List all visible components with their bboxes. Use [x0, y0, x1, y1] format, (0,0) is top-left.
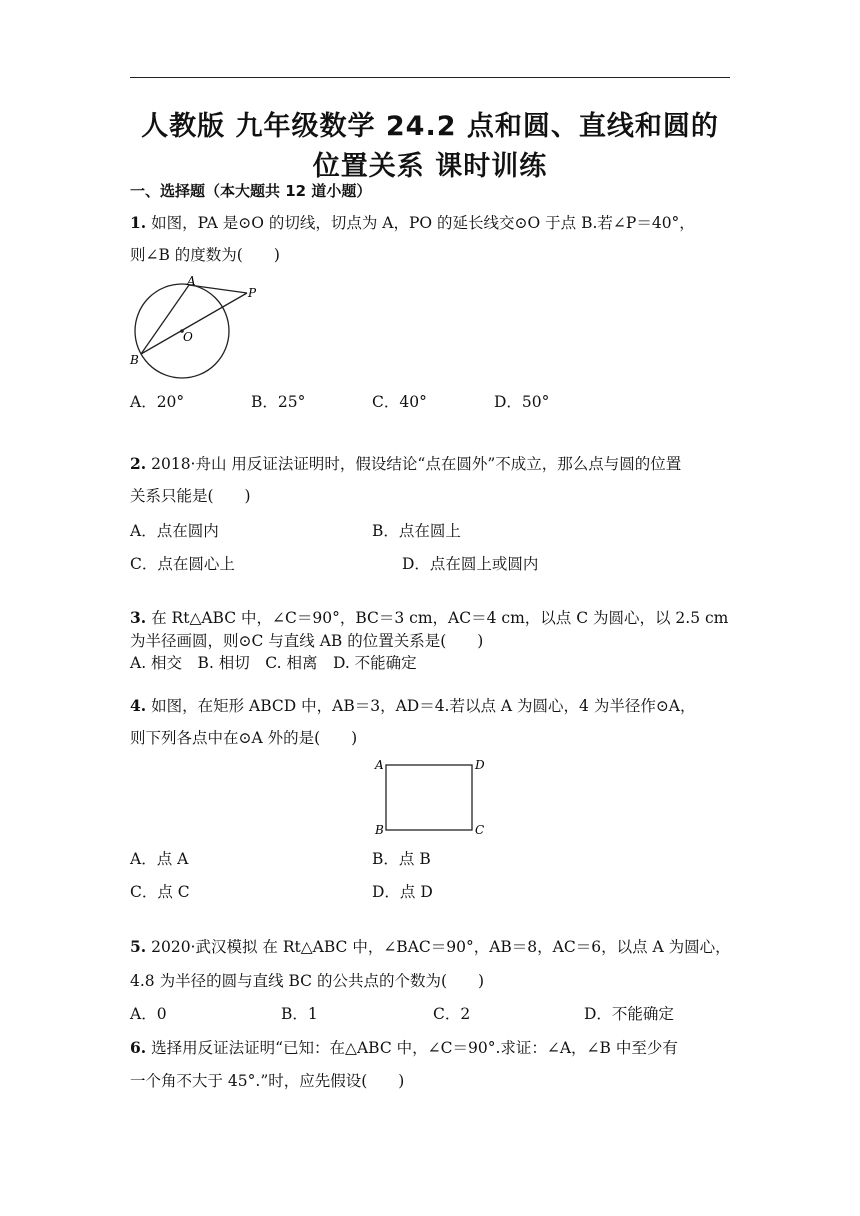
question-4-number: 4. — [130, 696, 147, 715]
q2-option-d: D．点在圆上或圆内 — [402, 555, 539, 573]
question-2-text: 2018·舟山 用反证法证明时，假设结论“点在圆外”不成立，那么点与圆的位置 — [146, 455, 682, 473]
question-2-number: 2. — [130, 454, 147, 473]
page-title-line2: 位置关系 课时训练 — [312, 151, 548, 182]
tangent-pa — [189, 285, 247, 293]
secant-po — [141, 293, 247, 354]
question-3-text: 在 Rt△ABC 中，∠C＝90°，BC＝3 cm，AC＝4 cm，以点 C 为圆心，以 2.5 cm — [146, 609, 729, 627]
label-o: O — [183, 330, 193, 344]
question-1-number: 1. — [130, 213, 147, 232]
question-6-line1 — [130, 1036, 678, 1058]
question-3-number: 3. — [130, 608, 147, 627]
question-1-text: 如图，PA 是⊙O 的切线，切点为 A，PO 的延长线交⊙O 于点 B.若∠P＝40°， — [146, 214, 695, 232]
q4-option-d: D．点 D — [372, 883, 433, 901]
question-1-line1 — [130, 211, 695, 233]
label-b: B — [130, 353, 139, 367]
question-5-line1 — [130, 935, 731, 957]
q5-option-c: C．2 — [433, 1005, 471, 1023]
label-d: D — [475, 758, 485, 772]
chord-ab — [141, 285, 189, 354]
question-1-figure — [125, 272, 270, 384]
q2-option-b: B．点在圆上 — [372, 522, 461, 540]
question-2-line2: 关系只能是( ) — [130, 487, 251, 505]
label-a: A — [187, 274, 196, 288]
label-a: A — [375, 758, 384, 772]
section-heading: 一、选择题（本大题共 12 道小题） — [130, 182, 372, 200]
question-3-line1 — [130, 606, 728, 628]
q1-option-a: A．20° — [130, 393, 185, 411]
rectangle-abcd — [386, 765, 472, 830]
question-4-line2: 则下列各点中在⊙A 外的是( ) — [130, 729, 358, 747]
label-b: B — [375, 823, 384, 837]
question-5-text: 2020·武汉模拟 在 Rt△ABC 中，∠BAC＝90°，AB＝8，AC＝6，以点 A 为圆心， — [146, 938, 731, 956]
question-5-number: 5. — [130, 937, 147, 956]
question-4-text: 如图，在矩形 ABCD 中，AB＝3，AD＝4.若以点 A 为圆心，4 为半径作⊙A， — [146, 697, 696, 715]
q4-option-a: A．点 A — [130, 850, 189, 868]
question-3-options: A. 相交 B. 相切 C. 相离 D. 不能确定 — [130, 654, 417, 672]
question-4-line1 — [130, 694, 696, 716]
question-6-text: 选择用反证法证明“已知：在△ABC 中，∠C＝90°.求证：∠A，∠B 中至少有 — [146, 1039, 678, 1057]
q2-option-a: A．点在圆内 — [130, 522, 219, 540]
label-p: P — [248, 286, 257, 300]
question-6-line2: 一个角不大于 45°.”时，应先假设( ) — [130, 1072, 405, 1090]
question-5-line2: 4.8 为半径的圆与直线 BC 的公共点的个数为( ) — [130, 972, 485, 990]
question-1-line2: 则∠B 的度数为( ) — [130, 246, 280, 264]
q5-option-a: A．0 — [130, 1005, 167, 1023]
page-title-line1: 人教版 九年级数学 24.2 点和圆、直线和圆的 — [141, 111, 719, 142]
question-2-line1 — [130, 452, 681, 474]
q5-option-d: D．不能确定 — [584, 1005, 674, 1023]
q4-option-b: B．点 B — [372, 850, 431, 868]
header-rule — [130, 77, 730, 78]
label-c: C — [475, 823, 485, 837]
question-6-number: 6. — [130, 1038, 147, 1057]
q4-option-c: C．点 C — [130, 883, 190, 901]
question-3-line2: 为半径画圆，则⊙C 与直线 AB 的位置关系是( ) — [130, 632, 484, 650]
q1-option-b: B．25° — [251, 393, 306, 411]
q2-option-c: C．点在圆心上 — [130, 555, 235, 573]
q5-option-b: B．1 — [281, 1005, 318, 1023]
question-4-figure — [370, 755, 490, 841]
q1-option-c: C．40° — [372, 393, 427, 411]
q1-option-d: D．50° — [494, 393, 550, 411]
